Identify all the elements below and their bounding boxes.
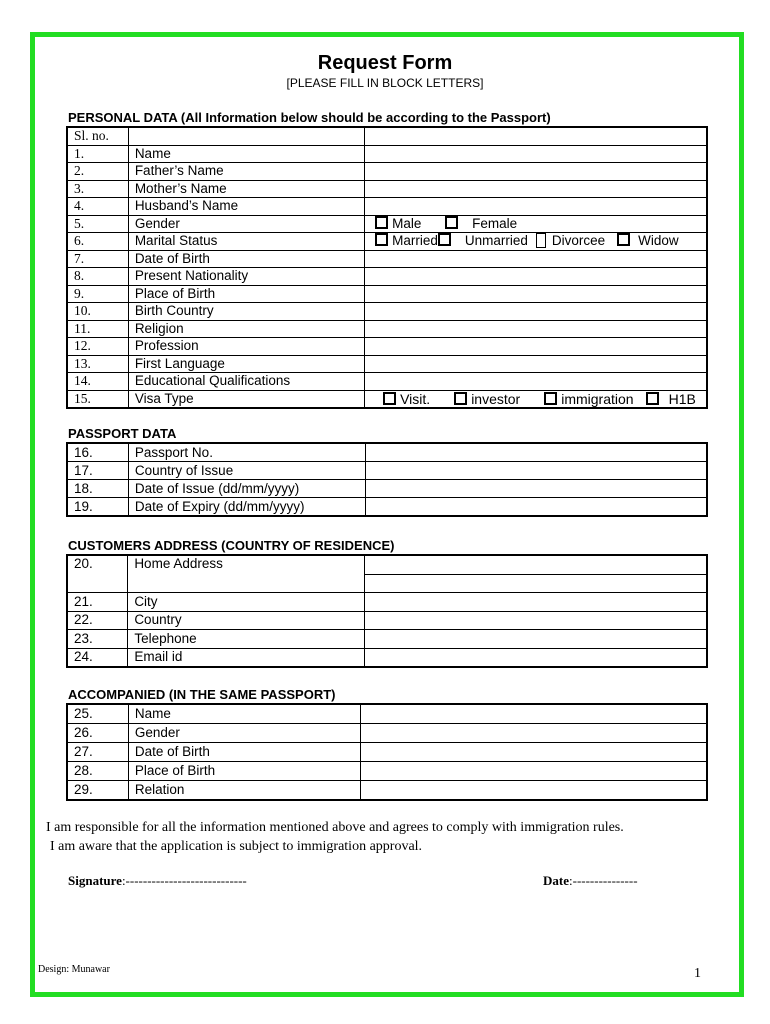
present-nationality-field[interactable]	[365, 268, 707, 286]
investor-checkbox[interactable]	[454, 392, 467, 405]
table-row: 27. Date of Birth	[67, 743, 707, 762]
gender-options: Male Female	[365, 215, 707, 233]
table-row: 3. Mother’s Name	[67, 180, 707, 198]
table-row: 24. Email id	[67, 648, 707, 667]
first-language-field[interactable]	[365, 355, 707, 373]
date-of-issue-field[interactable]	[365, 480, 707, 498]
telephone-field[interactable]	[364, 630, 707, 649]
table-row: 14. Educational Qualifications	[67, 373, 707, 391]
table-row: 23. Telephone	[67, 630, 707, 649]
male-checkbox[interactable]	[375, 216, 388, 229]
table-row	[67, 127, 707, 145]
religion-field[interactable]	[365, 320, 707, 338]
accompanied-gender-field[interactable]	[361, 724, 707, 743]
address-table	[66, 554, 708, 668]
table-row: 2. Father’s Name	[67, 163, 707, 181]
table-row: 18. Date of Issue (dd/mm/yyyy)	[67, 480, 707, 498]
accompanied-table	[66, 703, 708, 801]
page-number: 1	[694, 966, 701, 981]
table-row: 5. Gender Male Female	[67, 215, 707, 233]
declaration-line-2: I am aware that the application is subject to immigration approval.	[50, 839, 423, 854]
table-row: 7. Date of Birth	[67, 250, 707, 268]
table-row: 15. Visa Type Visit. investor immigration H1B	[67, 390, 707, 408]
table-row: 13. First Language	[67, 355, 707, 373]
table-row: 19. Date of Expiry (dd/mm/yyyy)	[67, 498, 707, 517]
accompanied-dob-field[interactable]	[361, 743, 707, 762]
table-row: 12. Profession	[67, 338, 707, 356]
birth-country-field[interactable]	[365, 303, 707, 321]
accompanied-heading: ACCOMPANIED (IN THE SAME PASSPORT)	[68, 687, 336, 702]
mothers-name-field[interactable]	[365, 180, 707, 198]
date-of-birth-field[interactable]	[365, 250, 707, 268]
female-checkbox[interactable]	[445, 216, 458, 229]
date-field[interactable]: Date:---------------	[543, 873, 638, 888]
passport-no-field[interactable]	[365, 443, 707, 462]
profession-field[interactable]	[365, 338, 707, 356]
table-row: 17. Country of Issue	[67, 462, 707, 480]
table-row: 11. Religion	[67, 320, 707, 338]
table-row: 20. Home Address	[67, 555, 707, 574]
table-row: 21. City	[67, 593, 707, 612]
marital-options: Married Unmarried Divorcee Widow	[365, 233, 707, 251]
married-checkbox[interactable]	[375, 233, 388, 246]
widow-checkbox[interactable]	[617, 233, 630, 246]
table-row: 9. Place of Birth	[67, 285, 707, 303]
date-of-expiry-field[interactable]	[365, 498, 707, 517]
h1b-checkbox[interactable]	[646, 392, 659, 405]
signature-field[interactable]: Signature:----------------------------	[68, 873, 247, 888]
table-row: 6. Marital Status Married Unmarried Divorcee Widow	[67, 233, 707, 251]
accompanied-place-of-birth-field[interactable]	[361, 762, 707, 781]
place-of-birth-field[interactable]	[365, 285, 707, 303]
divorcee-checkbox[interactable]	[536, 233, 546, 248]
table-row: 28. Place of Birth	[67, 762, 707, 781]
sl-no-header: Sl. no.	[67, 127, 128, 145]
table-row: 16. Passport No.	[67, 443, 707, 462]
educational-qualifications-field[interactable]	[365, 373, 707, 391]
accompanied-relation-field[interactable]	[361, 781, 707, 801]
country-of-issue-field[interactable]	[365, 462, 707, 480]
passport-data-heading: PASSPORT DATA	[68, 426, 177, 441]
fathers-name-field[interactable]	[365, 163, 707, 181]
visit-checkbox[interactable]	[383, 392, 396, 405]
declaration-line-1: I am responsible for all the information mentioned above and agrees to comply with immigration rules.	[46, 820, 624, 835]
table-row: 26. Gender	[67, 724, 707, 743]
name-field[interactable]	[365, 145, 707, 163]
table-row: 10. Birth Country	[67, 303, 707, 321]
unmarried-checkbox[interactable]	[438, 233, 451, 246]
accompanied-name-field[interactable]	[361, 704, 707, 724]
table-row: 1. Name	[67, 145, 707, 163]
personal-data-heading: PERSONAL DATA (All Information below should be according to the Passport)	[68, 110, 551, 125]
passport-data-table	[66, 442, 708, 517]
city-field[interactable]	[364, 593, 707, 612]
personal-data-table	[66, 126, 708, 409]
table-row: 29. Relation	[67, 781, 707, 801]
table-row: 4. Husband’s Name	[67, 198, 707, 216]
form-title: Request Form	[317, 52, 453, 74]
sl-no-value-cell[interactable]	[365, 127, 707, 145]
home-address-line-2[interactable]	[364, 574, 707, 593]
husbands-name-field[interactable]	[365, 198, 707, 216]
table-row: 8. Present Nationality	[67, 268, 707, 286]
email-field[interactable]	[364, 648, 707, 667]
visa-type-options: Visit. investor immigration H1B	[365, 390, 707, 408]
home-address-line-1[interactable]	[364, 555, 707, 574]
form-subtitle: [PLEASE FILL IN BLOCK LETTERS]	[286, 76, 484, 90]
designer-credit: Design: Munawar	[38, 964, 110, 975]
table-row: 22. Country	[67, 611, 707, 630]
immigration-checkbox[interactable]	[544, 392, 557, 405]
table-row: 25. Name	[67, 704, 707, 724]
country-field[interactable]	[364, 611, 707, 630]
address-heading: CUSTOMERS ADDRESS (COUNTRY OF RESIDENCE)	[68, 538, 395, 553]
